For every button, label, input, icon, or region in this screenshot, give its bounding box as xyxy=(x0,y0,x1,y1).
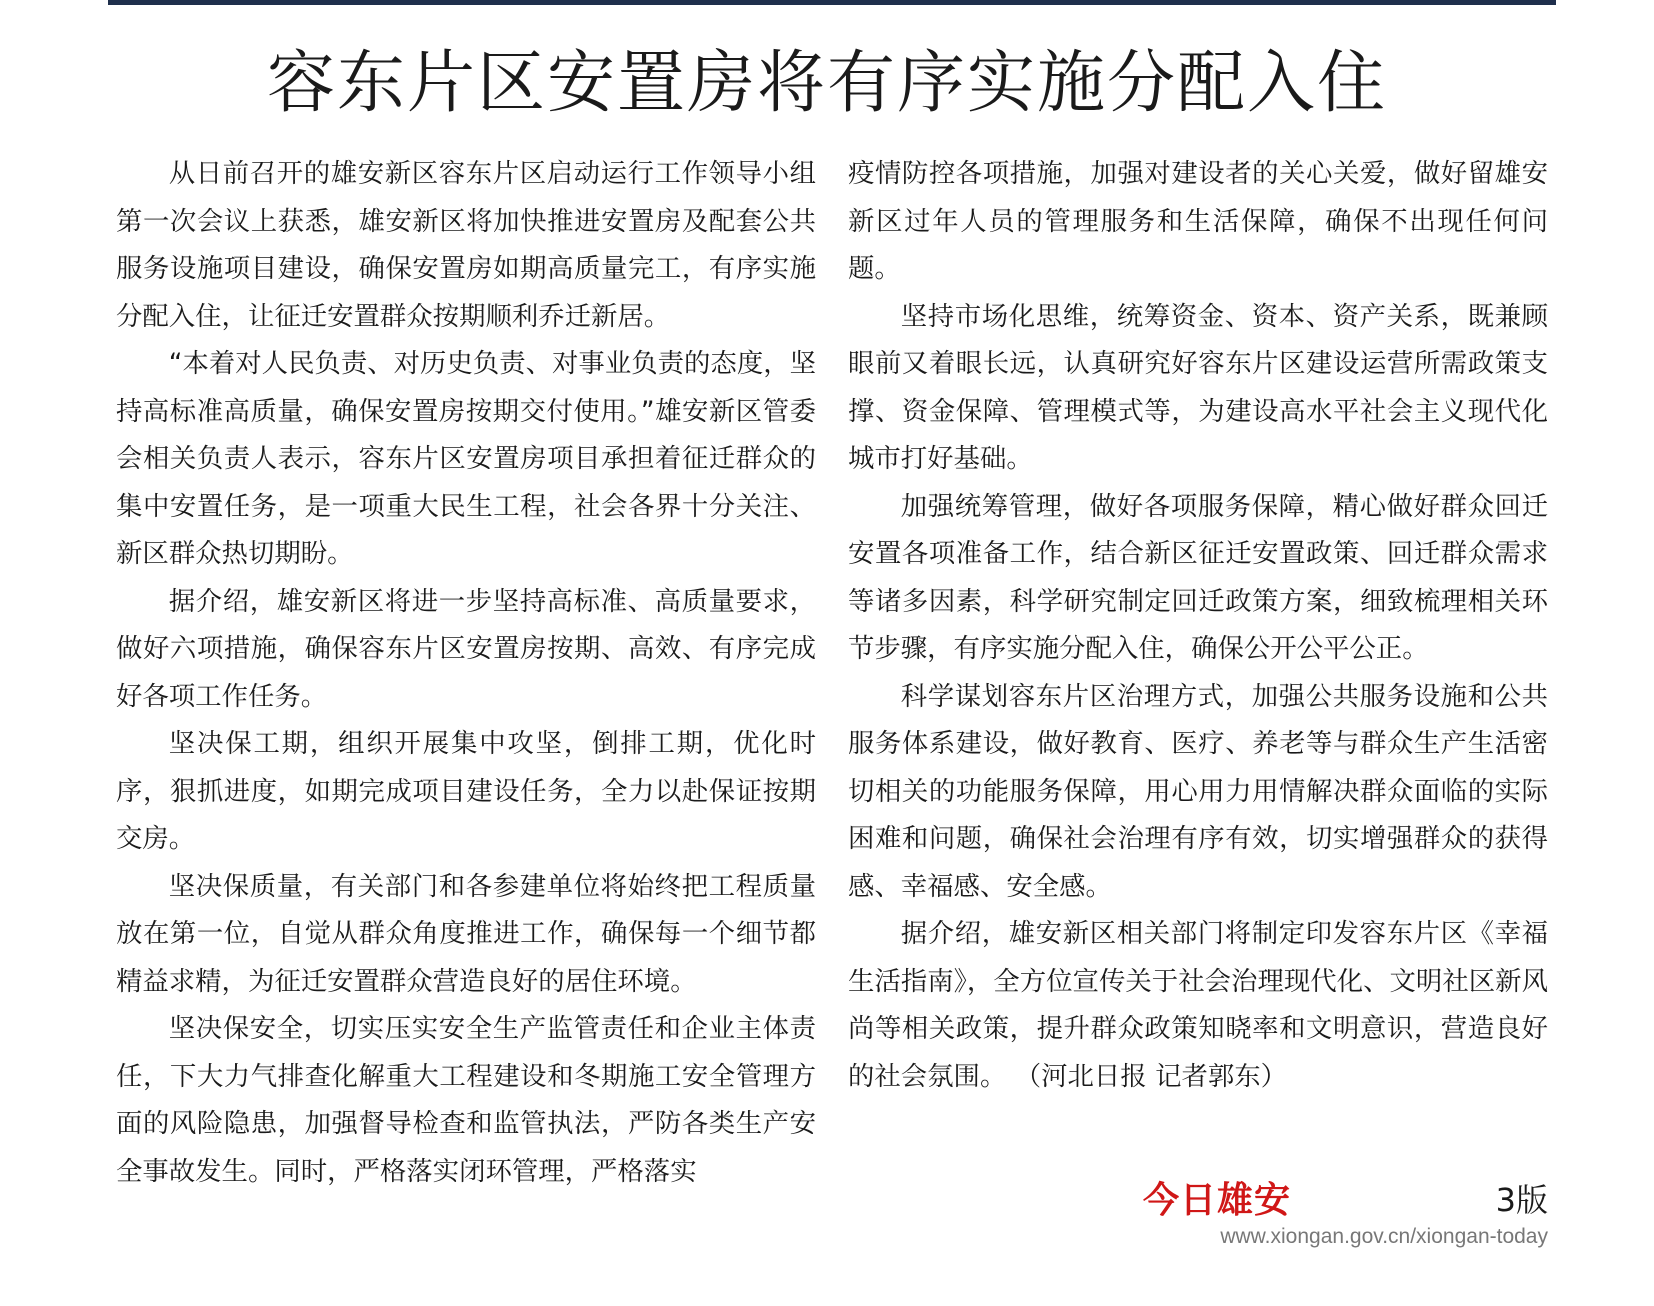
paragraph: 加强统筹管理，做好各项服务保障，精心做好群众回迁安置各项准备工作，结合新区征迁安置政策、回迁群众需求等诸多因素，科学研究制定回迁政策方案，细致梳理相关环节步骤，有序实施分配入住，确保公开公平公正。 xyxy=(848,490,1548,664)
paragraph: “本着对人民负责、对历史负责、对事业负责的态度，坚持高标准高质量，确保安置房按期交付使用。”雄安新区管委会相关负责人表示，容东片区安置房项目承担着征迁群众的集中安置任务，是一项重大民生工程，社会各界十分关注、新区群众热切期盼。 xyxy=(116,348,816,569)
paragraph: 从日前召开的雄安新区容东片区启动运行工作领导小组第一次会议上获悉，雄安新区将加快推进安置房及配套公共服务设施项目建设，确保安置房如期高质量完工，有序实施分配入住，让征迁安置群众按期顺利乔迁新居。 xyxy=(116,158,816,332)
paragraph: 据介绍，雄安新区相关部门将制定印发容东片区《幸福生活指南》，全方位宣传关于社会治理现代化、文明社区新风尚等相关政策，提升群众政策知晓率和文明意识，营造良好的社会氛围。 （河北日报 记者郭东） xyxy=(848,918,1548,1092)
right-column xyxy=(848,150,1548,1100)
page-number: 3版 xyxy=(1495,1181,1548,1219)
article-title: 容东片区安置房将有序实施分配入住 xyxy=(266,44,1387,123)
site-url: www.xiongan.gov.cn/xiongan-today xyxy=(1220,1225,1548,1248)
paragraph: 坚决保工期，组织开展集中攻坚，倒排工期，优化时序，狠抓进度，如期完成项目建设任务，全力以赴保证按期交房。 xyxy=(116,728,816,854)
paragraph: 科学谋划容东片区治理方式，加强公共服务设施和公共服务体系建设，做好教育、医疗、养老等与群众生产生活密切相关的功能服务保障，用心用力用情解决群众面临的实际困难和问题，确保社会治理有序有效，切实增强群众的获得感、幸福感、安全感。 xyxy=(848,680,1548,902)
masthead-logo: 今日雄安 xyxy=(1143,1179,1292,1221)
paragraph: 疫情防控各项措施，加强对建设者的关心关爱，做好留雄安新区过年人员的管理服务和生活保障，确保不出现任何问题。 xyxy=(848,158,1548,284)
paragraph: 据介绍，雄安新区将进一步坚持高标准、高质量要求，做好六项措施，确保容东片区安置房按期、高效、有序完成好各项工作任务。 xyxy=(116,585,816,712)
paragraph: 坚决保安全，切实压实安全生产监管责任和企业主体责任，下大力气排查化解重大工程建设和冬期施工安全管理方面的风险隐患，加强督导检查和监管执法，严防各类生产安全事故发生。同时，严格落实闭环管理，严格落实 xyxy=(116,1013,816,1187)
paragraph: 坚决保质量，有关部门和各参建单位将始终把工程质量放在第一位，自觉从群众角度推进工作，确保每一个细节都精益求精，为征迁安置群众营造良好的居住环境。 xyxy=(116,870,816,997)
top-rule xyxy=(108,0,1556,5)
paragraph: 坚持市场化思维，统筹资金、资本、资产关系，既兼顾眼前又着眼长远，认真研究好容东片区建设运营所需政策支撑、资金保障、管理模式等，为建设高水平社会主义现代化城市打好基础。 xyxy=(848,300,1548,474)
left-column xyxy=(116,150,816,1195)
